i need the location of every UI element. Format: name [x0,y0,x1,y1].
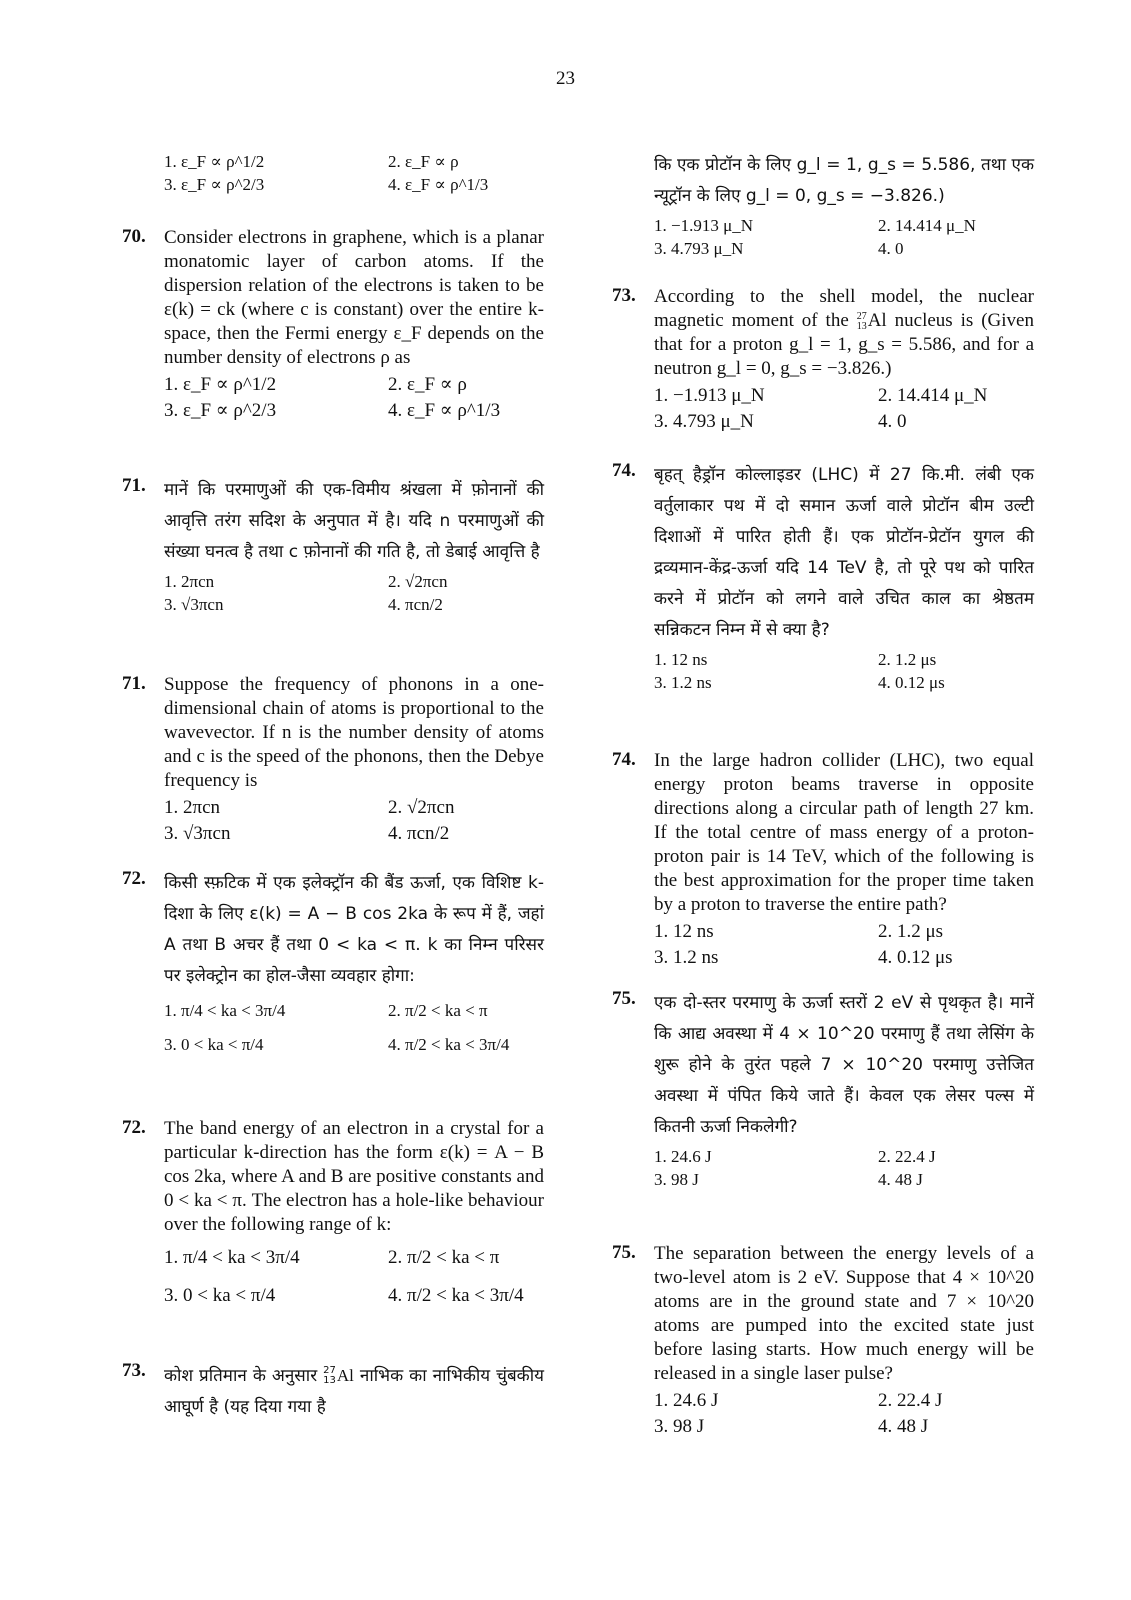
option: 1. ε_F ∝ ρ^1/2 [164,374,277,395]
question-text-part: नाभिक का नाभिकीय चुंबकीय आघूर्ण है (यह दिया गया है [164,1366,544,1417]
options-grid [654,919,1034,971]
isotope-notation [857,312,867,332]
option: 4. ε_F ∝ ρ^1/3 [388,400,501,421]
option: 3. √3πcn [164,595,224,614]
option: 4. ε_F ∝ ρ^1/3 [388,175,489,194]
question-text: The separation between the energy levels of a two-level atom is 2 eV. Suppose that 4 × 10^20 atoms are in the ground state and 7 × 10^20 atoms are pumped into the excited state just before lasing starts. How much energy will be released in a single laser pulse? [654,1243,1034,1384]
option: 2. π/2 < ka < π [388,1247,500,1268]
question-number: 74. [612,460,636,481]
option: 4. πcn/2 [388,595,443,614]
options-grid [654,214,1034,260]
question-number: 70. [122,226,146,247]
options-grid [654,1145,1034,1191]
options-grid [164,795,544,847]
question-text: बृहत् हैड्रॉन कोल्लाइडर (LHC) में 27 कि.मी. लंबी एक वर्तुलाकार पथ में दो समान ऊर्जा वाले प्रोटॉन बीम उल्टी दिशाओं में पारित होती हैं। एक प्रोटॉन-प्रेटॉन युगल की द्रव्यमान-केंद्र-ऊर्जा यदि 14 TeV है, तो पूरे पथ को पारित करने में प्रोटॉन को लगने वाले उचित काल का श्रेष्ठतम सन्निकटन निम्न में से क्या है? [654,465,1034,640]
isotope-atomic-number: 13 [856,320,867,332]
isotope-symbol: Al [336,1366,354,1385]
question-text: The band energy of an electron in a crystal for a particular k-direction has the form ε(k) = A − B cos 2ka, where A and B are positive constants and 0 < ka < π. The electron has a hole-like behaviour over the following range of k: [164,1118,544,1235]
option: 2. ε_F ∝ ρ [388,374,467,395]
option: 3. 0 < ka < π/4 [164,1285,276,1306]
option: 1. π/4 < ka < 3π/4 [164,1001,286,1020]
question-69-options-tail [122,148,547,196]
options-grid [654,383,1034,435]
isotope-notation [323,1366,336,1386]
question-74-english [612,749,1037,971]
options-grid [164,372,544,424]
options-grid [164,150,544,196]
option: 3. 4.793 μ_N [654,239,744,258]
option: 1. 12 ns [654,921,714,942]
question-text: कि एक प्रोटॉन के लिए g_l = 1, g_s = 5.586, तथा एक न्यूट्रॉन के लिए g_l = 0, g_s = −3.826.) [654,155,1034,206]
isotope-atomic-number: 13 [323,1375,336,1386]
question-text [164,1360,544,1423]
option: 1. −1.913 μ_N [654,216,753,235]
option: 1. 24.6 J [654,1390,719,1411]
question-73-hindi [122,1360,547,1423]
option: 1. 24.6 J [654,1147,712,1166]
option: 3. 1.2 ns [654,947,719,968]
option: 2. √2πcn [388,572,448,591]
option: 4. 0.12 μs [878,947,953,968]
option: 2. ε_F ∝ ρ [388,152,459,171]
question-number: 72. [122,868,146,889]
option: 2. 1.2 μs [878,921,944,942]
question-number: 72. [122,1117,146,1138]
question-73-english [612,285,1037,435]
question-number: 73. [122,1360,146,1381]
options-grid [164,570,544,616]
isotope-symbol: Al [867,310,887,331]
isotope-mass: 27 [323,1365,336,1376]
options-grid [164,994,544,1062]
option: 4. 0 [878,411,907,432]
question-text-part: According to the shell model, the nuclear magnetic moment of the [654,286,1034,331]
question-71-hindi [122,475,547,616]
option: 1. 2πcn [164,797,221,818]
option: 3. ε_F ∝ ρ^2/3 [164,400,277,421]
question-text: Consider electrons in graphene, which is a planar monatomic layer of carbon atoms. If the dispersion relation of the electrons is taken to be ε(k) = ck (where c is constant) over the entire k-space, then the Fermi energy ε_F depends on the number density of electrons ρ as [164,227,544,368]
question-73-hindi-continued [612,150,1037,260]
question-75-english [612,1242,1037,1440]
option: 2. π/2 < ka < π [388,1001,488,1020]
option: 1. 2πcn [164,572,215,591]
question-text-part: nucleus is (Given that for a proton g_l = 1, g_s = 5.586, and for a neutron g_l = 0, g_s = −3.826.) [654,310,1034,379]
question-text [654,285,1034,381]
isotope-mass: 27 [856,310,867,322]
question-number: 73. [612,285,636,306]
option: 4. 0.12 μs [878,673,945,692]
option: 3. ε_F ∝ ρ^2/3 [164,175,265,194]
question-number: 75. [612,1242,636,1263]
option: 4. 0 [878,239,904,258]
question-72-english [122,1117,547,1315]
option: 1. ε_F ∝ ρ^1/2 [164,152,265,171]
question-number: 74. [612,749,636,770]
options-grid [654,648,1034,694]
option: 2. 14.414 μ_N [878,216,976,235]
question-72-hindi [122,868,547,1062]
option: 4. π/2 < ka < 3π/4 [388,1035,510,1054]
option: 1. 12 ns [654,650,708,669]
question-number: 75. [612,988,636,1009]
option: 4. 48 J [878,1416,929,1437]
options-grid [654,1388,1034,1440]
option: 1. −1.913 μ_N [654,385,765,406]
option: 3. √3πcn [164,823,231,844]
options-grid [164,1239,544,1315]
option: 4. 48 J [878,1170,923,1189]
option: 4. πcn/2 [388,823,450,844]
option: 2. 22.4 J [878,1390,943,1411]
question-text: एक दो-स्तर परमाणु के ऊर्जा स्तरों 2 eV से पृथकृत है। मानें कि आद्य अवस्था में 4 × 10^20 परमाणु हैं तथा लेसिंग के शुरू होने के तुरंत पहले 7 × 10^20 परमाणु उत्तेजित अवस्था में पंपित किये जाते हैं। केवल एक लेसर पल्स में कितनी ऊर्जा निकलेगी? [654,993,1034,1137]
option: 1. π/4 < ka < 3π/4 [164,1247,300,1268]
question-text-part: कोश प्रतिमान के अनुसार [164,1366,318,1386]
option: 2. 22.4 J [878,1147,936,1166]
option: 3. 1.2 ns [654,673,712,692]
question-75-hindi [612,988,1037,1191]
question-text: किसी स्फ़टिक में एक इलेक्ट्रॉन की बैंड ऊर्जा, एक विशिष्ट k-दिशा के लिए ε(k) = A − B cos 2ka के रूप में हैं, जहां A तथा B अचर हैं तथा 0 < ka < π. k का निम्न परिसर पर इलेक्ट्रोन का होल-जैसा व्यवहार होगा: [164,873,544,986]
question-74-hindi [612,460,1037,694]
question-number: 71. [122,475,146,496]
question-number: 71. [122,673,146,694]
option: 4. π/2 < ka < 3π/4 [388,1285,524,1306]
option: 3. 4.793 μ_N [654,411,754,432]
option: 2. 1.2 μs [878,650,937,669]
option: 2. √2πcn [388,797,455,818]
option: 3. 0 < ka < π/4 [164,1035,264,1054]
question-text: मानें कि परमाणुओं की एक-विमीय श्रंखला में फ़ोनानों की आवृत्ति तरंग सदिश के अनुपात में है। यदि n परमाणुओं की संख्या घनत्व है तथा c फ़ोनानों की गति है, तो डेबाई आवृत्ति है [164,480,544,562]
page-number: 23 [556,68,575,89]
question-70 [122,226,547,424]
question-71-english [122,673,547,847]
question-text: Suppose the frequency of phonons in a one-dimensional chain of atoms is proportional to the wavevector. If n is the number density of atoms and c is the speed of the phonons, then the Debye frequency is [164,674,544,791]
option: 2. 14.414 μ_N [878,385,988,406]
option: 3. 98 J [654,1170,699,1189]
question-text: In the large hadron collider (LHC), two equal energy proton beams traverse in opposite directions along a circular path of length 27 km. If the total centre of mass energy of a proton-proton pair is 14 TeV, which of the following is the best approximation for the proper time taken by a proton to traverse the entire path? [654,750,1034,915]
option: 3. 98 J [654,1416,705,1437]
